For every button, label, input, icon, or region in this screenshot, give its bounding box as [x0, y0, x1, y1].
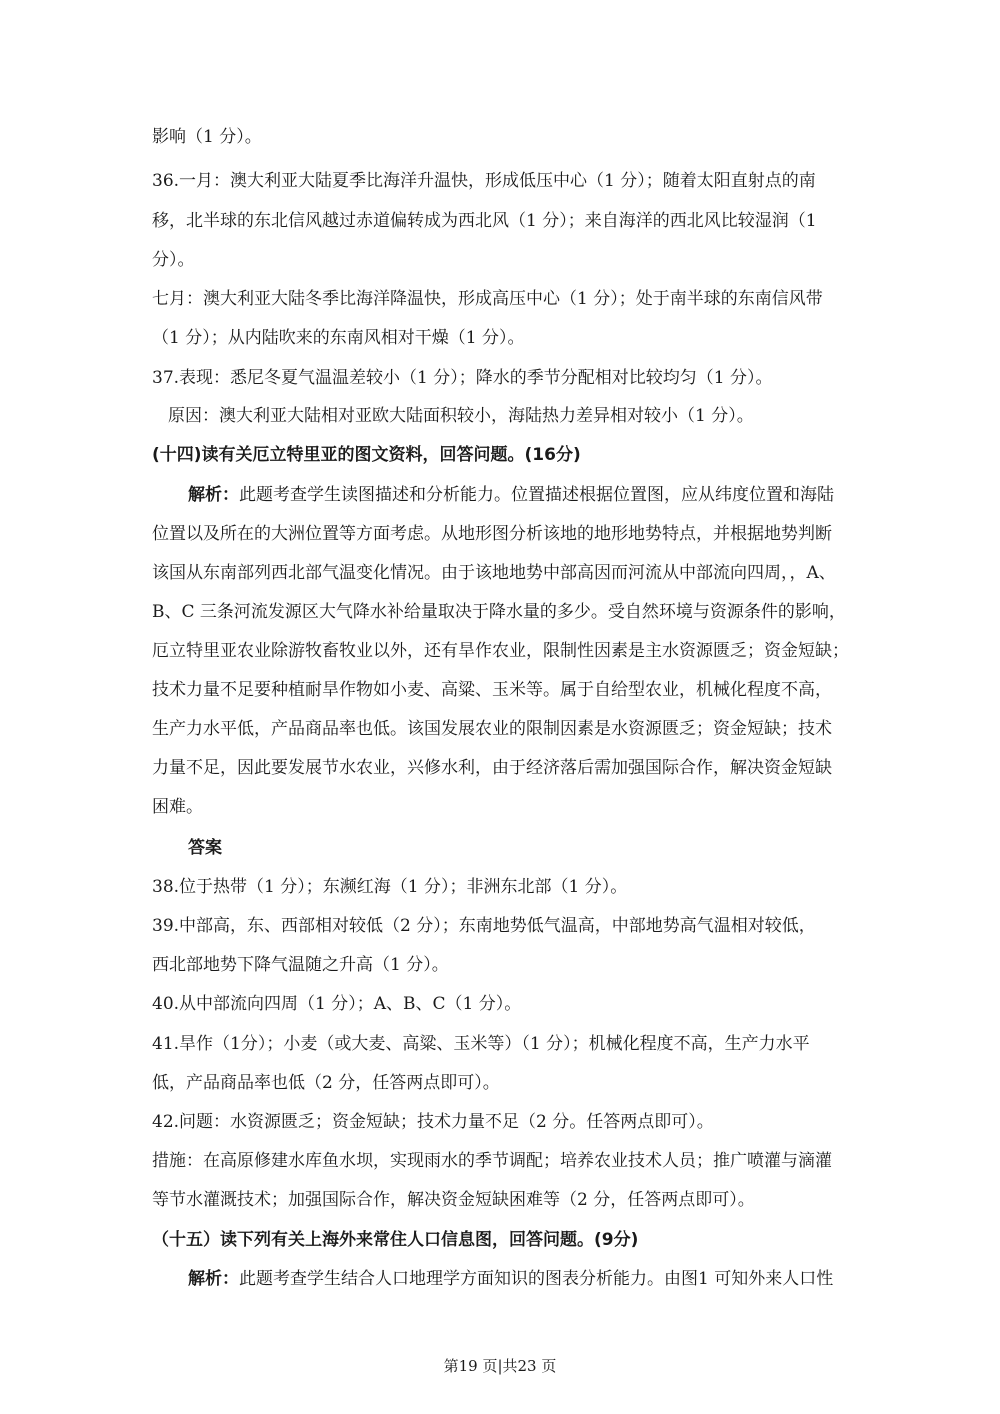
analysis-line: B、C 三条河流发源区大气降水补给量取决于降水量的多少。受自然环境与资源条件的影响，	[152, 602, 846, 622]
analysis-line: 技术力量不足要种植耐旱作物如小麦、高粱、玉米等。属于自给型农业，机械化程度不高，	[152, 680, 832, 700]
analysis-text: 此题考查学生结合人口地理学方面知识的图表分析能力。由图1 可知外来人口性	[239, 1269, 834, 1289]
analysis-line	[188, 1268, 833, 1290]
section-15-heading: （十五）读下列有关上海外来常住人口信息图，回答问题。(9分)	[152, 1230, 639, 1250]
analysis-text: 此题考查学生读图描述和分析能力。位置描述根据位置图，应从纬度位置和海陆	[239, 485, 834, 505]
page-footer: 第19 页|共23 页	[443, 1357, 557, 1375]
text-line: 36.一月：澳大利亚大陆夏季比海洋升温快，形成低压中心（1 分）；随着太阳直射点的南	[152, 171, 816, 191]
text-line: 37.表现：悉尼冬夏气温温差较小（1 分）；降水的季节分配相对比较均匀（1 分）。	[152, 368, 773, 388]
analysis-line: 力量不足，因此要发展节水农业，兴修水利，由于经济落后需加强国际合作，解决资金短缺	[152, 758, 832, 778]
analysis-label: 解析：	[188, 485, 239, 505]
answer-line: 41.旱作（1分）；小麦（或大麦、高粱、玉米等）（1 分）；机械化程度不高，生产力水平	[152, 1034, 810, 1054]
analysis-line: 生产力水平低，产品商品率也低。该国发展农业的限制因素是水资源匮乏；资金短缺；技术	[152, 719, 832, 739]
answer-line: 等节水灌溉技术；加强国际合作，解决资金短缺困难等（2 分，任答两点即可）。	[152, 1190, 755, 1210]
analysis-line: 该国从东南部列西北部气温变化情况。由于该地地势中部高因而河流从中部流向四周，，A、	[152, 563, 836, 583]
analysis-line: 厄立特里亚农业除游牧畜牧业以外，还有旱作农业，限制性因素是主水资源匮乏；资金短缺；	[152, 641, 849, 661]
analysis-line: 位置以及所在的大洲位置等方面考虑。从地形图分析该地的地形地势特点，并根据地势判断	[152, 524, 832, 544]
answer-line: 42.问题：水资源匮乏；资金短缺；技术力量不足（2 分。任答两点即可）。	[152, 1112, 714, 1132]
text-line: 原因：澳大利亚大陆相对亚欧大陆面积较小，海陆热力差异相对较小（1 分）。	[168, 406, 754, 426]
answer-label: 答案	[188, 838, 222, 858]
section-14-heading: (十四)读有关厄立特里亚的图文资料，回答问题。(16分)	[152, 445, 581, 465]
text-line: 分）。	[152, 250, 195, 270]
text-line: （1 分）；从内陆吹来的东南风相对干燥（1 分）。	[152, 328, 525, 348]
answer-line: 低，产品商品率也低（2 分，任答两点即可）。	[152, 1073, 500, 1093]
text-line: 移，北半球的东北信风越过赤道偏转成为西北风（1 分）；来自海洋的西北风比较湿润（1	[152, 211, 817, 231]
text-line: 七月：澳大利亚大陆冬季比海洋降温快，形成高压中心（1 分）；处于南半球的东南信风带	[152, 289, 823, 309]
answer-line: 39.中部高，东、西部相对较低（2 分）；东南地势低气温高，中部地势高气温相对较低，	[152, 916, 816, 936]
text-line: 影响（1 分）。	[152, 127, 262, 147]
answer-line: 40.从中部流向四周（1 分）；A、B、C（1 分）。	[152, 994, 522, 1014]
answer-line: 措施：在高原修建水库鱼水坝，实现雨水的季节调配；培养农业技术人员；推广喷灌与滴灌	[152, 1151, 832, 1171]
analysis-line	[188, 484, 834, 506]
answer-line: 38.位于热带（1 分）；东濒红海（1 分）；非洲东北部（1 分）。	[152, 877, 628, 897]
analysis-label: 解析：	[188, 1269, 239, 1289]
answer-line: 西北部地势下降气温随之升高（1 分）。	[152, 955, 449, 975]
analysis-line: 困难。	[152, 797, 203, 817]
